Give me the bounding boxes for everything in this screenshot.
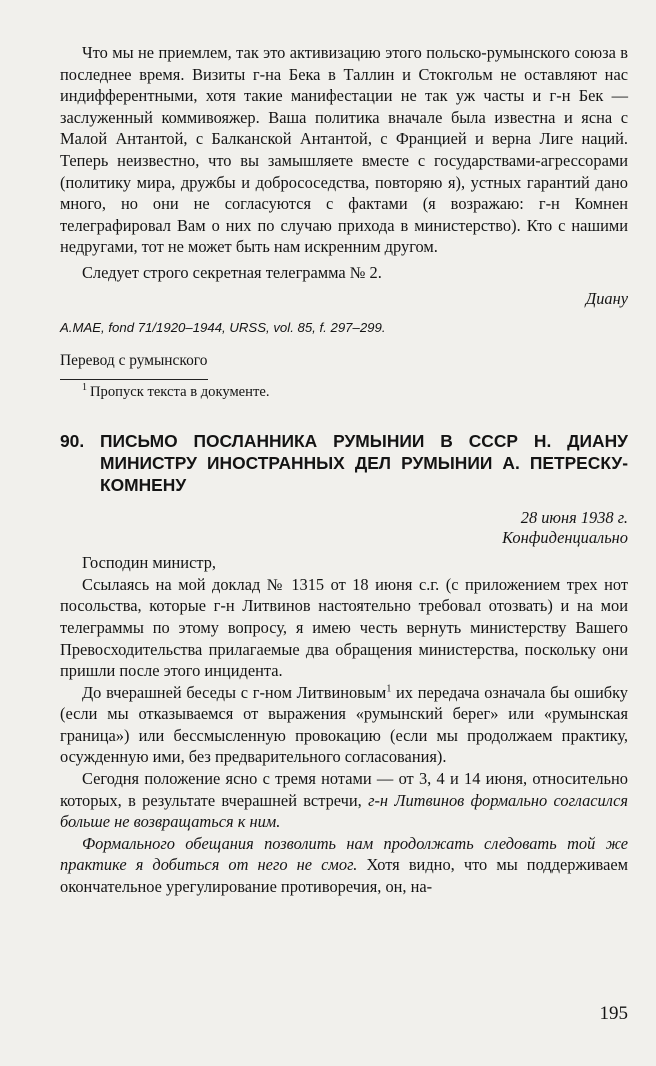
document-date: 28 июня 1938 г. xyxy=(520,508,628,528)
letter-paragraph-4 xyxy=(60,833,628,898)
paragraph-4-emphasis: Формального обещания позволить нам продолжать следовать той же практике я добиться от него не смог. xyxy=(60,833,628,875)
document-dateline xyxy=(60,508,628,548)
document-heading xyxy=(60,430,628,496)
letter-paragraph-3 xyxy=(60,768,628,833)
translation-note: Перевод с румынского xyxy=(60,352,208,370)
document-classification: Конфиденциально xyxy=(502,528,628,548)
footnote-reference: 1 xyxy=(386,683,392,695)
footnote-text: Пропуск текста в документе. xyxy=(90,384,270,401)
page-body xyxy=(60,42,628,898)
document-number: 90. xyxy=(60,431,85,452)
archive-source: A.MAE, fond 71/1920–1944, URSS, vol. 85, f. 297–299. xyxy=(60,320,386,336)
prev-doc-paragraph-2: Следует строго секретная телеграмма № 2. xyxy=(82,262,382,282)
letter-paragraph-2 xyxy=(60,682,628,768)
paragraph-2-end: их передача означала бы ошибку (если мы отказываемся от выражения «румынский берег» или «румынская граница») или бессмысленную провокацию (если мы продолжаем практику, осужденную ими, без предварительного согласования). xyxy=(60,682,628,767)
page-number: 195 xyxy=(599,1003,628,1024)
letter-paragraph-1: Ссылаясь на мой доклад № 1315 от 18 июня с.г. (с приложением трех нот посольства, которые г-н Литвинов настоятельно требовал отозвать) и на мои телеграммы по этому вопросу, я имею честь вернуть министерству Вашего Превосходительства прилагаемые два обращения министерства, поскольку они пришли после этого инцидента. xyxy=(60,574,628,681)
salutation: Господин министр, xyxy=(82,553,217,573)
paragraph-3-plain: Сегодня положение ясно с тремя нотами — от 3, 4 и 14 июня, относительно которых, в результате вчерашней встречи, xyxy=(60,769,628,810)
footnote xyxy=(60,383,628,402)
footnote-marker: 1 xyxy=(82,382,87,394)
paragraph-3-emphasis: г-н Литвинов формально согласился больше не возвращаться к ним. xyxy=(60,790,628,832)
paragraph-2-start: До вчерашней беседы с г-ном Литвиновым xyxy=(82,682,387,702)
prev-doc-paragraph-1: Что мы не приемлем, так это активизацию этого польско-румынского союза в последнее время. Визиты г-на Бека в Таллин и Стокгольм не оставляют нас индифферентными, хотя такие манифестации не так уж часты и г-н Бек — заслуженный коммивояжер. Ваша политика вначале была известна и ясна с Малой Антантой, с Балканской Антантой, с Францией и верна Лиге наций. Теперь неизвестно, что вы замышляете вместе с государствами-агрессорами (политику мира, дружбы и добрососедства, повторяю я), устных гарантий дано много, но они не согласуются с фактами (я возражаю: г-н Комнен телеграфировал Вам о них по случаю прихода в министерство). Кто с нашими недругами, тот не может быть нам искренним другом. xyxy=(60,43,628,257)
prev-doc-signature: Диану xyxy=(585,288,628,308)
document-title: ПИСЬМО ПОСЛАННИКА РУМЫНИИ В СССР Н. ДИАНУ МИНИСТРУ ИНОСТРАННЫХ ДЕЛ РУМЫНИИ А. ПЕТРЕСКУ-КОМНЕНУ xyxy=(100,431,628,496)
footnote-divider xyxy=(60,379,208,380)
paragraph-4-plain: Хотя видно, что мы поддерживаем окончательное урегулирование противоречия, он, на- xyxy=(60,855,628,897)
